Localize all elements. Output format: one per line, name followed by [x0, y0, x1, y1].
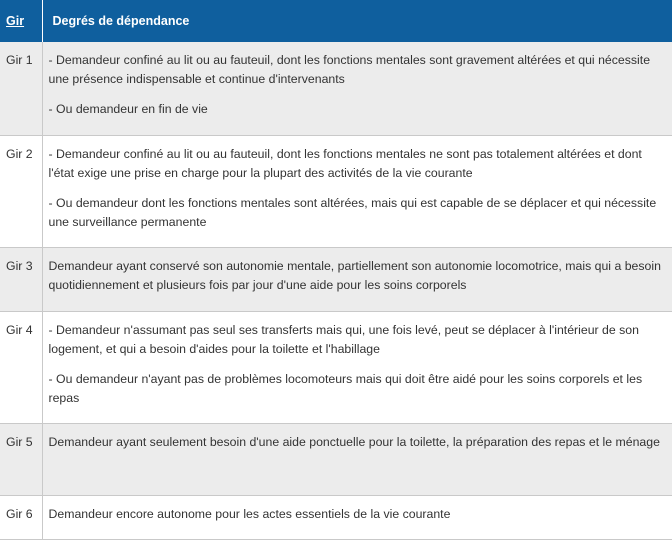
table-row: [0, 248, 672, 312]
description-cell: [42, 42, 672, 136]
gir-cell: Gir 4: [0, 312, 42, 424]
description-line: - Demandeur confiné au lit ou au fauteuil, dont les fonctions mentales sont gravement altérées et qui nécessite une présence indispensable et continue d'intervenants: [48, 53, 651, 86]
table-row: [0, 312, 672, 424]
description-line: - Demandeur n'assumant pas seul ses transferts mais qui, une fois levé, peut se déplacer à l'intérieur de son logement, et qui a besoin d'aides pour la toilette et l'habillage: [48, 323, 639, 356]
description-cell: [42, 312, 672, 424]
table-row: [0, 424, 672, 496]
description-line: Demandeur ayant conservé son autonomie mentale, partiellement son autonomie locomotrice, mais qui a besoin quotidiennement et plusieurs fois par jour d'une aide pour les soins corporels: [48, 259, 661, 292]
description-line: - Demandeur confiné au lit ou au fauteuil, dont les fonctions mentales ne sont pas totalement altérées et dont l'état exige une prise en charge pour la plupart des activités de la vie courante: [48, 147, 642, 180]
description-cell: [42, 136, 672, 248]
table-row: [0, 42, 672, 136]
description-line: - Ou demandeur en fin de vie: [48, 102, 208, 116]
description-line: Demandeur ayant seulement besoin d'une aide ponctuelle pour la toilette, la préparation des repas et le ménage: [48, 435, 660, 449]
description-line: - Ou demandeur n'ayant pas de problèmes locomoteurs mais qui doit être aidé pour les soins corporels et les repas: [48, 372, 643, 405]
gir-cell: Gir 5: [0, 424, 42, 496]
gir-cell: Gir 6: [0, 496, 42, 540]
table-row: [0, 136, 672, 248]
header-gir[interactable]: [0, 0, 42, 42]
description-line: - Ou demandeur dont les fonctions mentales sont altérées, mais qui est capable de se déplacer et qui nécessite une surveillance permanente: [48, 196, 657, 229]
gir-cell: Gir 2: [0, 136, 42, 248]
table-header-row: [0, 0, 672, 42]
gir-cell: Gir 3: [0, 248, 42, 312]
description-cell: [42, 424, 672, 496]
gir-cell: Gir 1: [0, 42, 42, 136]
description-cell: [42, 248, 672, 312]
description-line: Demandeur encore autonome pour les actes essentiels de la vie courante: [48, 507, 451, 521]
header-gir-link[interactable]: Gir: [6, 14, 25, 28]
table-row: [0, 496, 672, 540]
header-dependency: Degrés de dépendance: [42, 0, 672, 42]
description-cell: [42, 496, 672, 540]
